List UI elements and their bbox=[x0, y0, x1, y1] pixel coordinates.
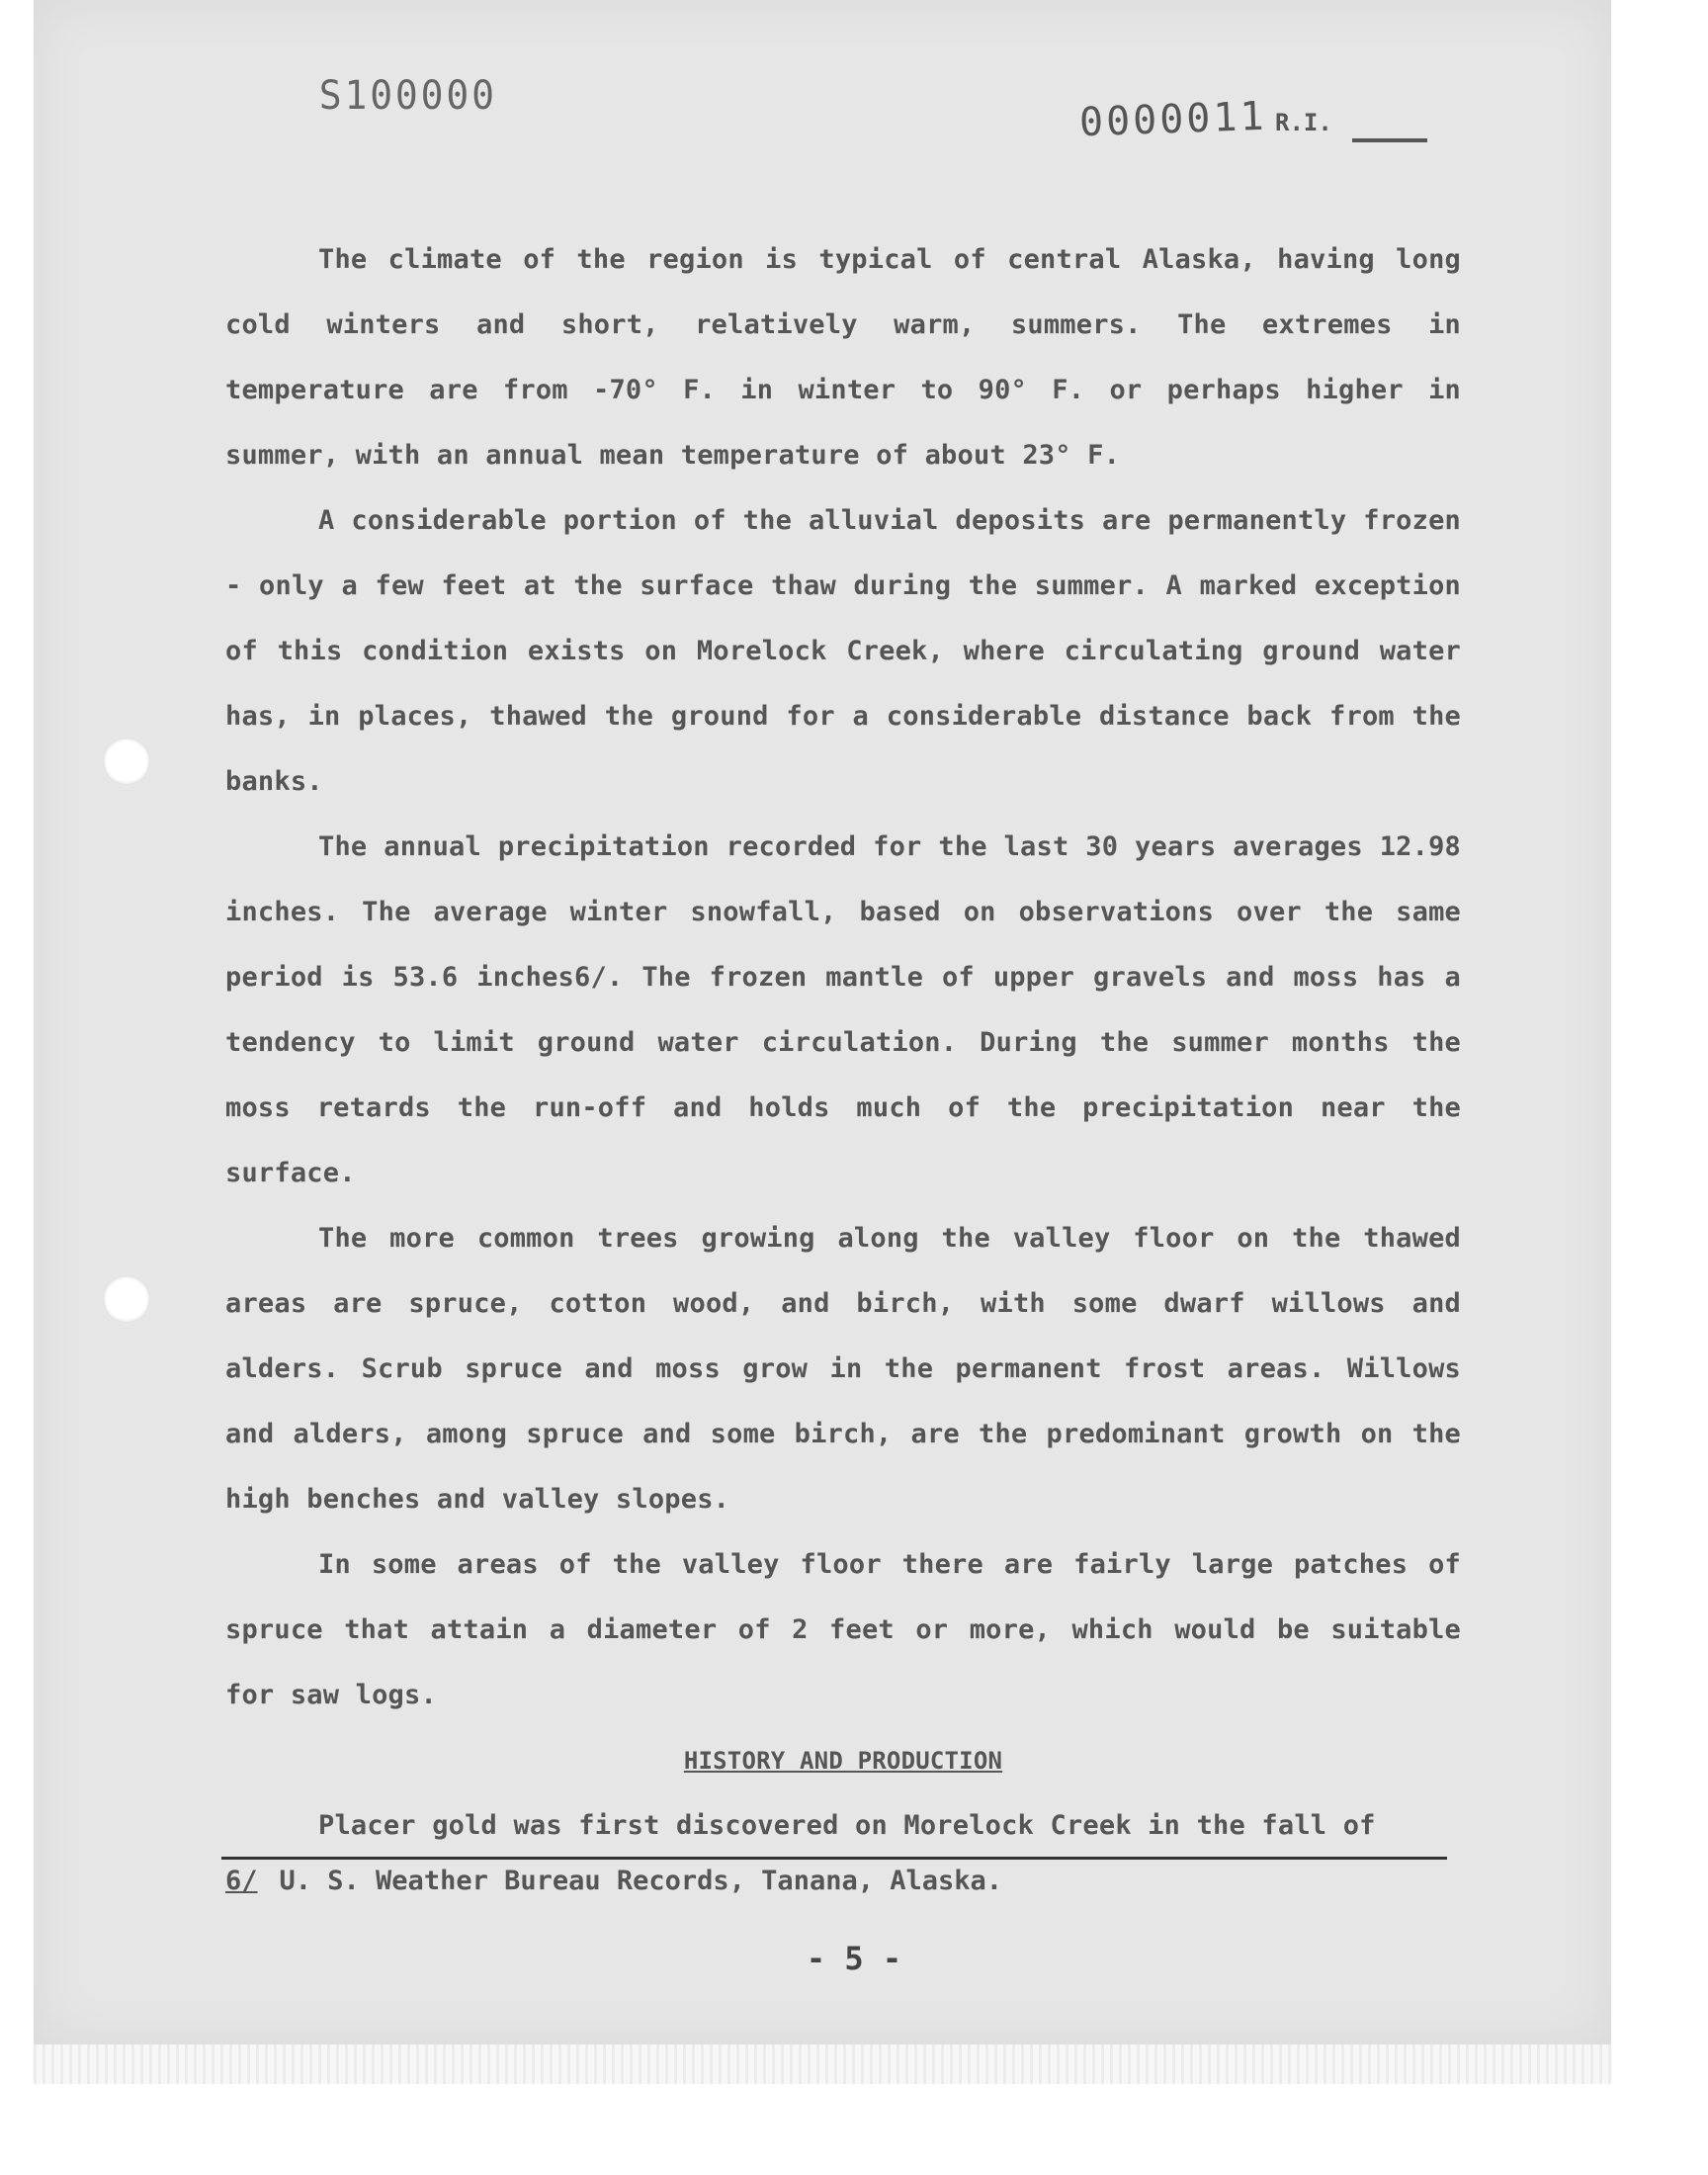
paragraph-spruce: In some areas of the valley floor there are fairly large patches of spruce that attain a diameter of 2 feet or more, which would be suitable for saw logs. bbox=[225, 1549, 1461, 1710]
footnote-text: U. S. Weather Bureau Records, Tanana, Alaska. bbox=[279, 1866, 1003, 1896]
punch-hole-upper bbox=[103, 738, 150, 785]
section-heading: HISTORY AND PRODUCTION bbox=[683, 1747, 1003, 1775]
stamp-number-right: 0000011 bbox=[1078, 93, 1268, 146]
punch-hole-lower bbox=[103, 1275, 150, 1323]
paragraph-frozen-deposits: A considerable portion of the alluvial deposits are permanently frozen - only a few feet at the surface thaw during the summer. A marked exception of this condition exists on Morelock Creek, where circulating ground water has, in places, thawed the ground for a considerable distance back from the banks. bbox=[225, 505, 1461, 797]
paragraph-precipitation: The annual precipitation recorded for the last 30 years averages 12.98 inches. The average winter snowfall, based on observations over the same period is 53.6 inches6/. The frozen mantle of upper gravels and moss has a tendency to limit ground water circulation. During the summer months the moss retards the run-off and holds much of the precipitation near the surface. bbox=[225, 831, 1461, 1188]
page-number: - 5 - bbox=[806, 1940, 902, 1977]
stamp-ri-label: R.I. bbox=[1275, 109, 1332, 136]
paragraph-trees: The more common trees growing along the valley floor on the thawed areas are spruce, cotton wood, and birch, with some dwarf willows and alders. Scrub spruce and moss grow in the permanent frost areas. Willows and alders, among spruce and some birch, are the predominant growth on the high benches and valley slopes. bbox=[225, 1223, 1461, 1515]
paragraph-climate: The climate of the region is typical of central Alaska, having long cold winters and short, relatively warm, summers. The extremes in temperature are from -70° F. in winter to 90° F. or perhaps higher in summer, with an annual mean temperature of about 23° F. bbox=[225, 244, 1461, 471]
stamp-number-left: S100000 bbox=[318, 73, 497, 119]
paragraph-history: Placer gold was first discovered on Morelock Creek in the fall of bbox=[318, 1810, 1376, 1841]
scan-edge bbox=[34, 2044, 1611, 2084]
body-text bbox=[225, 227, 1461, 1859]
footnote bbox=[225, 1855, 1451, 1908]
stamp-ri-blank bbox=[1352, 138, 1427, 142]
footnote-marker: 6/ bbox=[225, 1866, 258, 1896]
